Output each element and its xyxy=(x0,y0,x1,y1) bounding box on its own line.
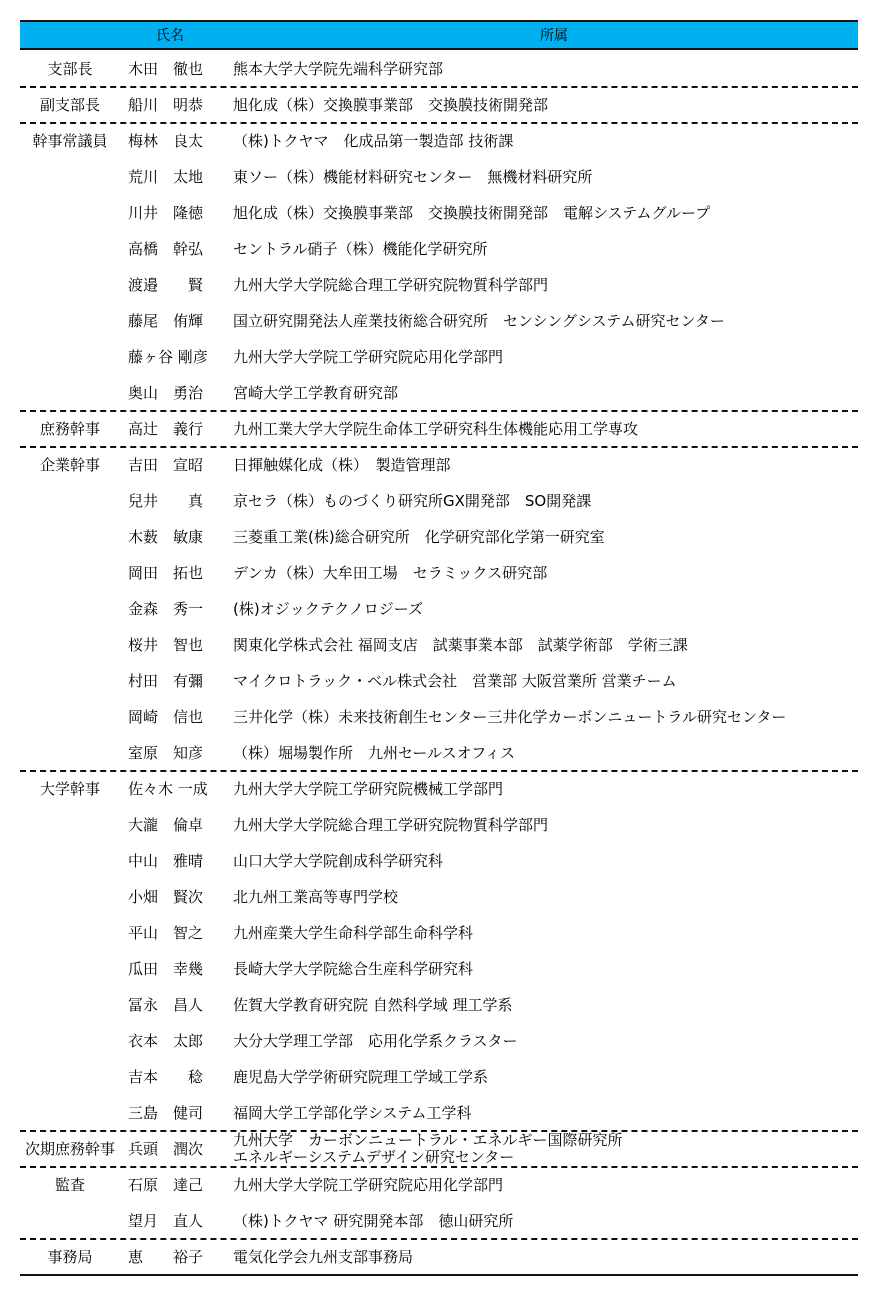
table-row xyxy=(20,915,858,951)
table-row xyxy=(20,771,858,807)
name-cell: 荒川 太地 xyxy=(128,168,204,186)
name-cell: 桜井 智也 xyxy=(128,636,204,654)
table-row xyxy=(20,591,858,627)
name-cell: 中山 雅晴 xyxy=(128,852,204,870)
table-row xyxy=(20,555,858,591)
table-row xyxy=(20,843,858,879)
name-cell: 恵 裕子 xyxy=(128,1248,204,1266)
affiliation-cell: 京セラ（株）ものづくり研究所GX開発部 SO開発課 xyxy=(233,492,592,510)
name-cell: 奥山 勇治 xyxy=(128,384,204,402)
affiliation-cell: （株)トクヤマ 化成品第一製造部 技術課 xyxy=(233,132,514,150)
name-cell: 三島 健司 xyxy=(128,1104,204,1122)
role-cell: 企業幹事 xyxy=(39,456,100,474)
table-row xyxy=(20,1131,858,1167)
name-cell: 梅林 良太 xyxy=(128,132,204,150)
affiliation-cell: 九州大学大学院総合理工学研究院物質科学部門 xyxy=(233,276,549,294)
name-cell: 平山 智之 xyxy=(128,924,204,942)
affiliation-cell: 福岡大学工学部化学システム工学科 xyxy=(233,1104,472,1122)
affiliation-cell: 北九州工業高等専門学校 xyxy=(233,888,399,906)
name-cell: 渡邉 賢 xyxy=(128,276,204,294)
name-cell: 兒井 真 xyxy=(128,492,204,510)
affiliation-cell: 三菱重工業(株)総合研究所 化学研究部化学第一研究室 xyxy=(233,528,605,546)
name-cell: 冨永 昌人 xyxy=(128,996,204,1014)
affiliation-cell: 日揮触媒化成（株） 製造管理部 xyxy=(233,456,451,474)
group-divider xyxy=(20,1130,858,1132)
header-affiliation-label: 所属 xyxy=(540,28,568,44)
name-cell: 川井 隆徳 xyxy=(128,204,204,222)
affiliation-cell: 三井化学（株）未来技術創生センター三井化学カーボンニュートラル研究センター xyxy=(233,708,787,726)
affiliation-cell xyxy=(233,1132,623,1166)
table-row xyxy=(20,303,858,339)
table-row xyxy=(20,807,858,843)
affiliation-cell: マイクロトラック・ベル株式会社 営業部 大阪営業所 営業チーム xyxy=(233,672,677,690)
affiliation-cell: （株）堀場製作所 九州セールスオフィス xyxy=(233,744,516,762)
affiliation-cell: 関東化学株式会社 福岡支店 試薬事業本部 試薬学術部 学術三課 xyxy=(233,636,688,654)
table-header xyxy=(20,20,858,50)
table-row xyxy=(20,987,858,1023)
name-cell: 吉田 宣昭 xyxy=(128,456,204,474)
group-divider xyxy=(20,122,858,124)
affiliation-cell: 山口大学大学院創成科学研究科 xyxy=(233,852,444,870)
table-row xyxy=(20,411,858,447)
name-cell: 大瀧 倫卓 xyxy=(128,816,204,834)
table-row xyxy=(20,195,858,231)
table-row xyxy=(20,951,858,987)
affiliation-cell: 鹿児島大学学術研究院理工学域工学系 xyxy=(233,1068,489,1086)
name-cell: 高辻 義行 xyxy=(128,420,204,438)
affiliation-cell: デンカ（株）大牟田工場 セラミックス研究部 xyxy=(233,564,548,582)
table-row xyxy=(20,879,858,915)
name-cell: 望月 直人 xyxy=(128,1212,204,1230)
table-row xyxy=(20,1023,858,1059)
name-cell: 岡田 拓也 xyxy=(128,564,204,582)
table-row xyxy=(20,1203,858,1239)
table-row xyxy=(20,375,858,411)
table-row xyxy=(20,627,858,663)
group-divider xyxy=(20,1166,858,1168)
table-row xyxy=(20,1095,858,1131)
group-divider xyxy=(20,410,858,412)
table-row xyxy=(20,1167,858,1203)
table-row xyxy=(20,447,858,483)
affiliation-cell: （株)トクヤマ 研究開発本部 徳山研究所 xyxy=(233,1212,514,1230)
role-cell: 監査 xyxy=(54,1176,85,1194)
affiliation-cell: 大分大学理工学部 応用化学系クラスター xyxy=(233,1032,518,1050)
name-cell: 室原 知彦 xyxy=(128,744,204,762)
role-cell: 大学幹事 xyxy=(39,780,100,798)
role-cell: 副支部長 xyxy=(39,96,100,114)
role-cell: 次期庶務幹事 xyxy=(24,1140,115,1158)
affiliation-cell: 九州大学大学院総合理工学研究院物質科学部門 xyxy=(233,816,549,834)
name-cell: 吉本 稔 xyxy=(128,1068,204,1086)
role-cell: 幹事常議員 xyxy=(32,132,108,150)
affiliation-cell: 九州大学大学院工学研究院応用化学部門 xyxy=(233,348,504,366)
role-cell: 支部長 xyxy=(47,60,93,78)
group-divider xyxy=(20,1238,858,1240)
header-name-label: 氏名 xyxy=(156,28,184,44)
group-divider xyxy=(20,86,858,88)
affiliation-cell: 長崎大学大学院総合生産科学研究科 xyxy=(233,960,474,978)
name-cell: 木薮 敏康 xyxy=(128,528,204,546)
table-row xyxy=(20,735,858,771)
table-row xyxy=(20,663,858,699)
name-cell: 船川 明恭 xyxy=(128,96,204,114)
affiliation-cell: 佐賀大学教育研究院 自然科学域 理工学系 xyxy=(233,996,513,1014)
affiliation-line: エネルギーシステムデザイン研究センター xyxy=(233,1148,515,1166)
table-row xyxy=(20,339,858,375)
affiliation-cell: 熊本大学大学院先端科学研究部 xyxy=(233,60,444,78)
table-row xyxy=(20,231,858,267)
name-cell: 瓜田 幸幾 xyxy=(128,960,204,978)
name-cell: 村田 有彌 xyxy=(128,672,204,690)
name-cell: 高橋 幹弘 xyxy=(128,240,204,258)
affiliation-cell: 九州工業大学大学院生命体工学研究科生体機能応用工学専攻 xyxy=(233,420,639,438)
name-cell: 石原 達己 xyxy=(128,1176,204,1194)
name-cell: 小畑 賢次 xyxy=(128,888,204,906)
table-row xyxy=(20,123,858,159)
affiliation-cell: 九州産業大学生命科学部生命科学科 xyxy=(233,924,474,942)
name-cell: 木田 徹也 xyxy=(128,60,204,78)
table-row xyxy=(20,483,858,519)
name-cell: 金森 秀一 xyxy=(128,600,204,618)
group-divider xyxy=(20,446,858,448)
table-bottom-rule xyxy=(20,1274,858,1276)
affiliation-cell: 東ソー（株）機能材料研究センター 無機材料研究所 xyxy=(233,168,593,186)
name-cell: 衣本 太郎 xyxy=(128,1032,204,1050)
affiliation-cell: 電気化学会九州支部事務局 xyxy=(233,1248,414,1266)
affiliation-cell: 九州大学大学院工学研究院応用化学部門 xyxy=(233,1176,504,1194)
name-cell: 兵頭 潤次 xyxy=(128,1140,204,1158)
name-cell: 岡崎 信也 xyxy=(128,708,204,726)
name-cell: 佐々木 一成 xyxy=(128,780,208,798)
affiliation-cell: (株)オジックテクノロジーズ xyxy=(233,600,424,618)
affiliation-cell: 旭化成（株）交換膜事業部 交換膜技術開発部 電解システムグループ xyxy=(233,204,711,222)
table-row xyxy=(20,51,858,87)
table-row xyxy=(20,267,858,303)
table-row xyxy=(20,1239,858,1275)
affiliation-line: 九州大学 カーボンニュートラル・エネルギー国際研究所 xyxy=(233,1131,623,1149)
affiliation-cell: 国立研究開発法人産業技術総合研究所 センシングシステム研究センター xyxy=(233,312,725,330)
role-cell: 事務局 xyxy=(47,1248,93,1266)
table-row xyxy=(20,159,858,195)
affiliation-cell: セントラル硝子（株）機能化学研究所 xyxy=(233,240,488,258)
name-cell: 藤尾 侑輝 xyxy=(128,312,204,330)
affiliation-cell: 九州大学大学院工学研究院機械工学部門 xyxy=(233,780,504,798)
affiliation-cell: 旭化成（株）交換膜事業部 交換膜技術開発部 xyxy=(233,96,549,114)
table-row xyxy=(20,87,858,123)
group-divider xyxy=(20,770,858,772)
table-row xyxy=(20,699,858,735)
role-cell: 庶務幹事 xyxy=(39,420,100,438)
table-row xyxy=(20,519,858,555)
affiliation-cell: 宮崎大学工学教育研究部 xyxy=(233,384,399,402)
table-row xyxy=(20,1059,858,1095)
name-cell: 藤ヶ谷 剛彦 xyxy=(128,348,208,366)
